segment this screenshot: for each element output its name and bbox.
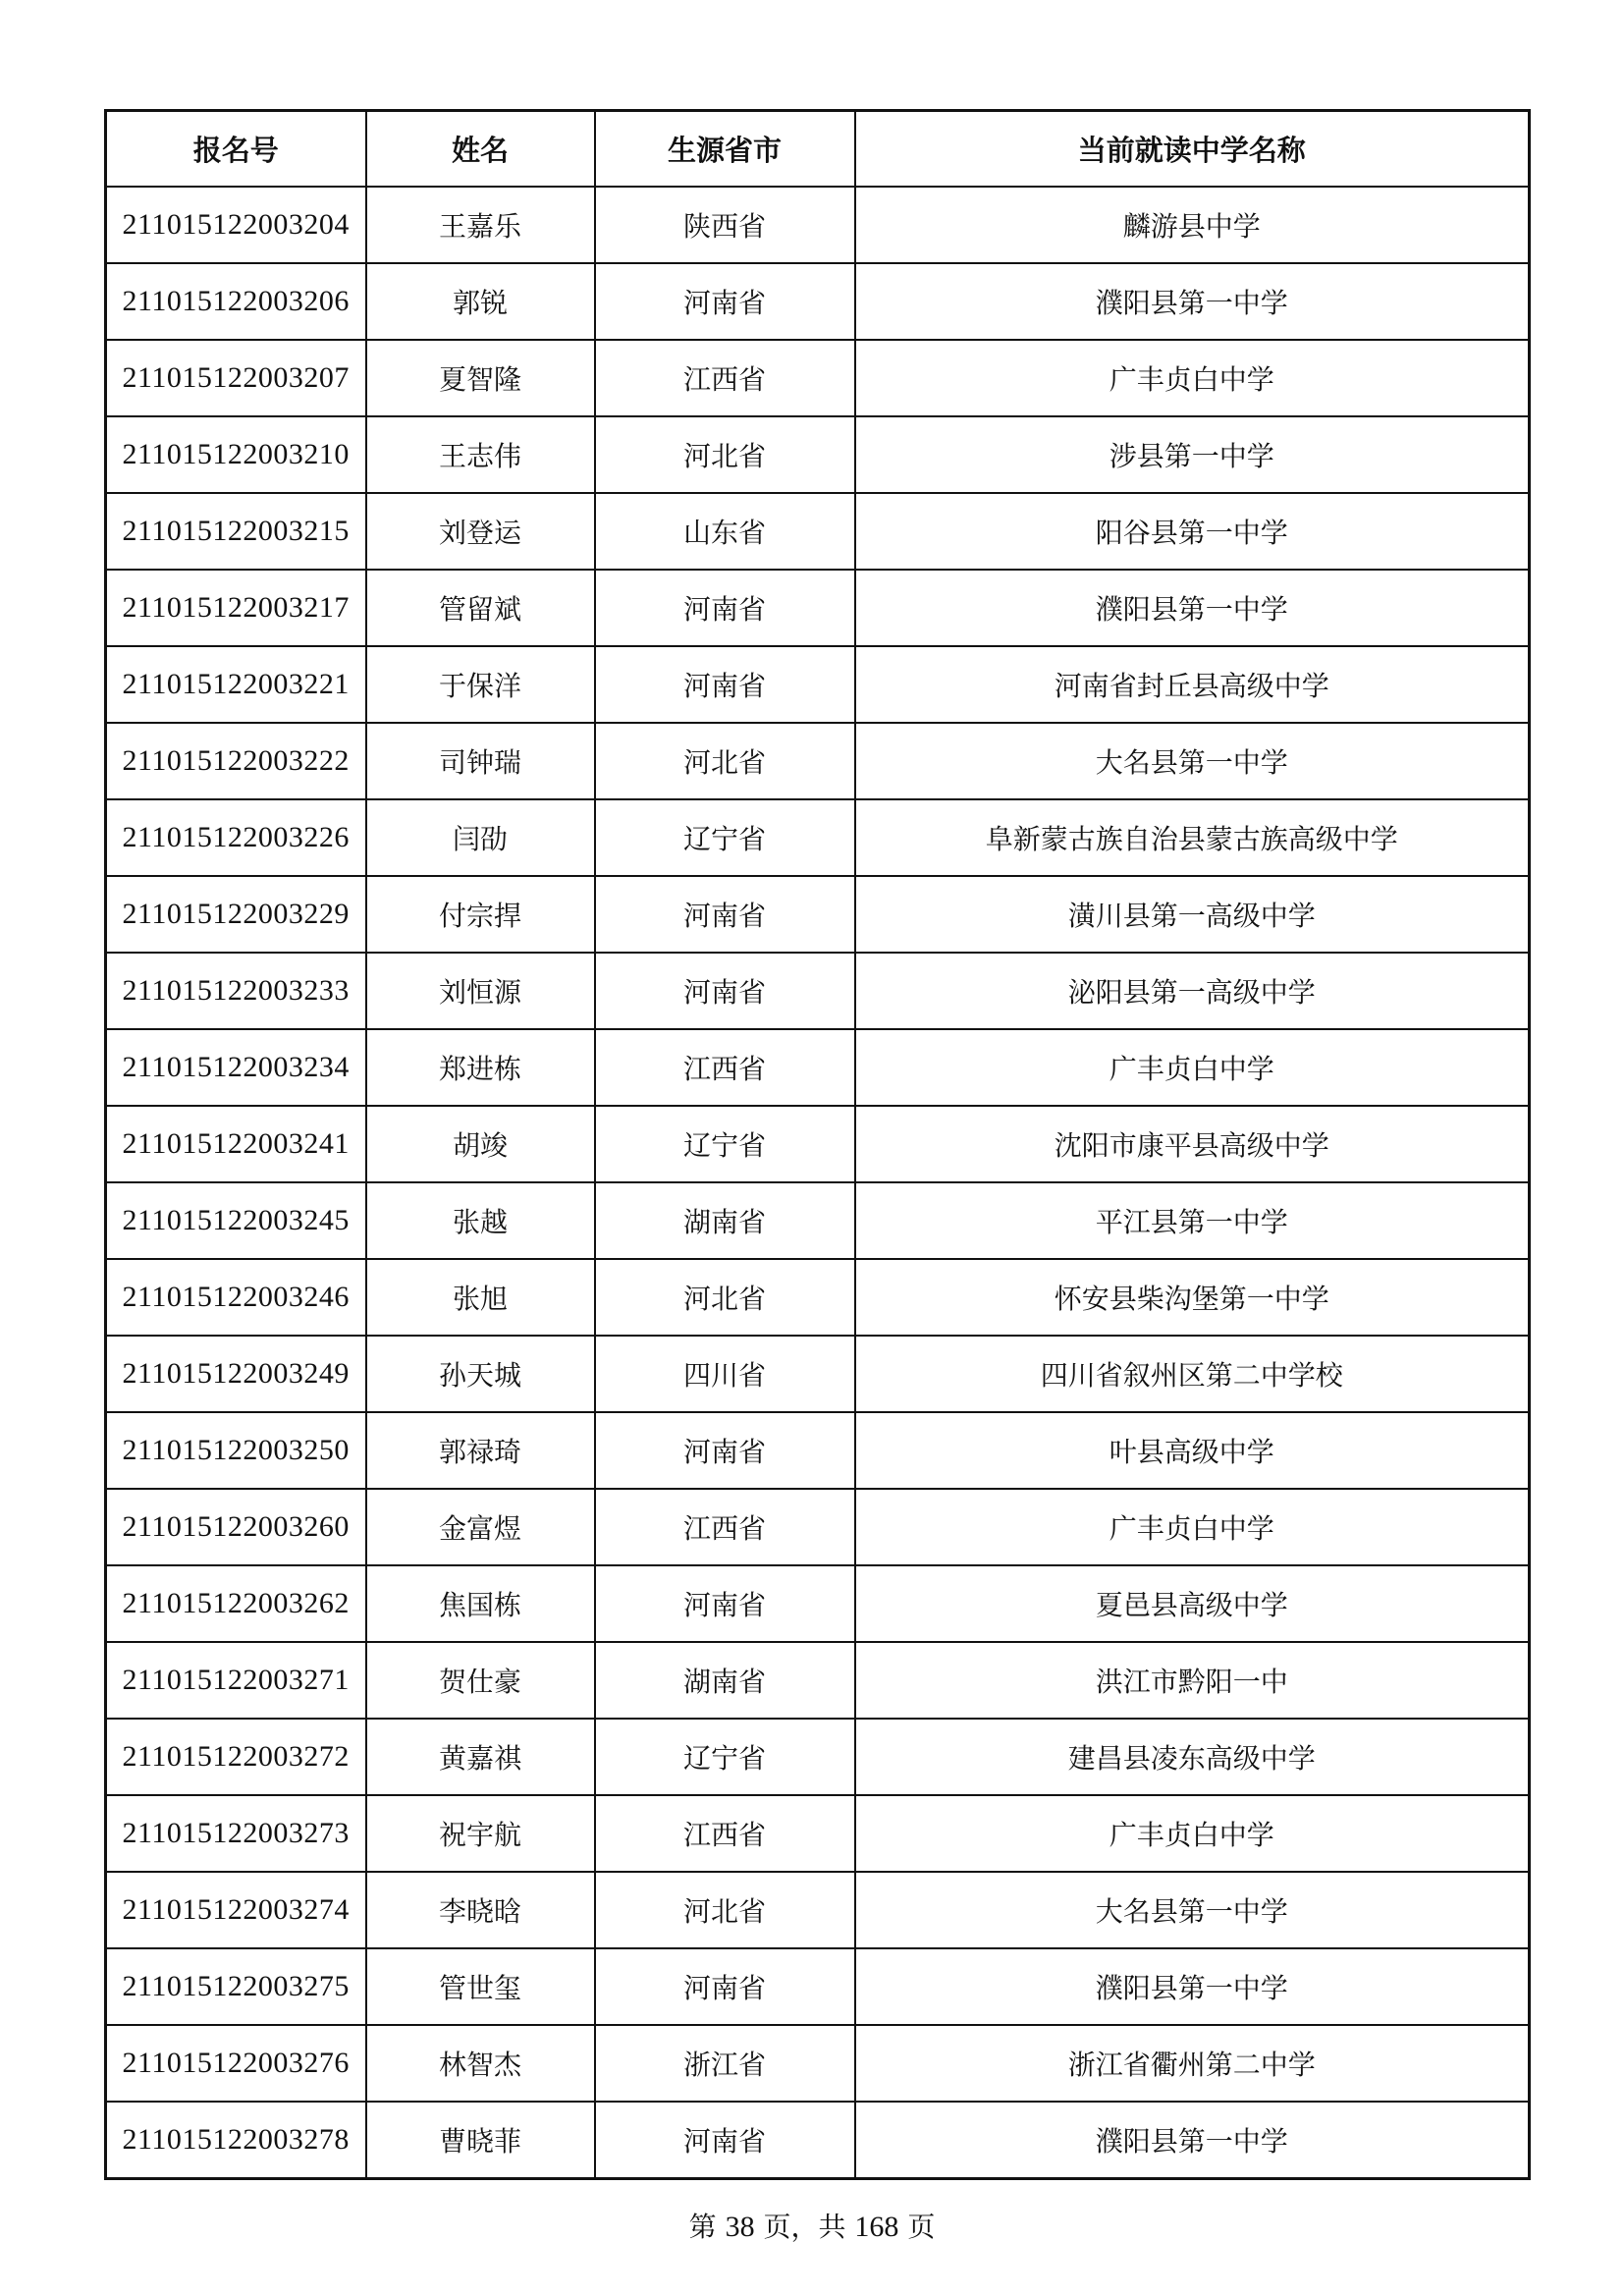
cell-registration-number: 211015122003221: [106, 646, 366, 723]
cell-name: 胡竣: [366, 1106, 595, 1182]
cell-name: 刘恒源: [366, 953, 595, 1029]
cell-name: 曹晓菲: [366, 2102, 595, 2179]
cell-school: 广丰贞白中学: [855, 1489, 1530, 1565]
cell-name: 夏智隆: [366, 340, 595, 416]
cell-name: 张越: [366, 1182, 595, 1259]
cell-province: 河南省: [595, 1412, 855, 1489]
cell-registration-number: 211015122003246: [106, 1259, 366, 1336]
cell-province: 江西省: [595, 1795, 855, 1872]
cell-registration-number: 211015122003275: [106, 1948, 366, 2025]
cell-school: 怀安县柴沟堡第一中学: [855, 1259, 1530, 1336]
cell-school: 广丰贞白中学: [855, 1029, 1530, 1106]
cell-name: 李晓晗: [366, 1872, 595, 1948]
cell-name: 管留斌: [366, 570, 595, 646]
cell-school: 四川省叙州区第二中学校: [855, 1336, 1530, 1412]
cell-province: 河南省: [595, 876, 855, 953]
cell-registration-number: 211015122003249: [106, 1336, 366, 1412]
cell-registration-number: 211015122003217: [106, 570, 366, 646]
cell-registration-number: 211015122003250: [106, 1412, 366, 1489]
cell-province: 山东省: [595, 493, 855, 570]
footer-suffix: 页: [907, 2211, 936, 2243]
cell-province: 湖南省: [595, 1182, 855, 1259]
cell-school: 平江县第一中学: [855, 1182, 1530, 1259]
cell-school: 浙江省衢州第二中学: [855, 2025, 1530, 2102]
cell-province: 河北省: [595, 416, 855, 493]
table-body: [106, 187, 1530, 2179]
cell-school: 河南省封丘县高级中学: [855, 646, 1530, 723]
cell-province: 湖南省: [595, 1642, 855, 1719]
table-row: [106, 1029, 1530, 1106]
cell-registration-number: 211015122003260: [106, 1489, 366, 1565]
cell-school: 濮阳县第一中学: [855, 1948, 1530, 2025]
table-row: [106, 1182, 1530, 1259]
cell-name: 祝宇航: [366, 1795, 595, 1872]
cell-province: 河北省: [595, 1259, 855, 1336]
cell-registration-number: 211015122003262: [106, 1565, 366, 1642]
cell-school: 潢川县第一高级中学: [855, 876, 1530, 953]
table-row: [106, 2025, 1530, 2102]
header-registration-number: 报名号: [106, 111, 366, 188]
cell-registration-number: 211015122003204: [106, 187, 366, 263]
cell-name: 郭锐: [366, 263, 595, 340]
cell-school: 濮阳县第一中学: [855, 570, 1530, 646]
cell-province: 河南省: [595, 1565, 855, 1642]
cell-school: 阳谷县第一中学: [855, 493, 1530, 570]
cell-name: 张旭: [366, 1259, 595, 1336]
cell-name: 闫劭: [366, 799, 595, 876]
cell-school: 泌阳县第一高级中学: [855, 953, 1530, 1029]
table-row: [106, 1412, 1530, 1489]
admission-list-table: [104, 109, 1531, 2180]
cell-registration-number: 211015122003210: [106, 416, 366, 493]
table-row: [106, 1106, 1530, 1182]
cell-registration-number: 211015122003226: [106, 799, 366, 876]
cell-name: 司钟瑞: [366, 723, 595, 799]
table-row: [106, 1489, 1530, 1565]
cell-province: 河南省: [595, 2102, 855, 2179]
table-row: [106, 570, 1530, 646]
cell-school: 广丰贞白中学: [855, 340, 1530, 416]
cell-registration-number: 211015122003271: [106, 1642, 366, 1719]
cell-registration-number: 211015122003222: [106, 723, 366, 799]
table-row: [106, 340, 1530, 416]
table-row: [106, 416, 1530, 493]
cell-school: 夏邑县高级中学: [855, 1565, 1530, 1642]
cell-school: 濮阳县第一中学: [855, 2102, 1530, 2179]
cell-name: 王志伟: [366, 416, 595, 493]
cell-province: 河北省: [595, 1872, 855, 1948]
cell-registration-number: 211015122003241: [106, 1106, 366, 1182]
cell-province: 辽宁省: [595, 1106, 855, 1182]
cell-registration-number: 211015122003276: [106, 2025, 366, 2102]
cell-name: 郑进栋: [366, 1029, 595, 1106]
cell-registration-number: 211015122003278: [106, 2102, 366, 2179]
cell-registration-number: 211015122003215: [106, 493, 366, 570]
cell-province: 浙江省: [595, 2025, 855, 2102]
table-row: [106, 1948, 1530, 2025]
cell-registration-number: 211015122003245: [106, 1182, 366, 1259]
table-row: [106, 1259, 1530, 1336]
cell-name: 王嘉乐: [366, 187, 595, 263]
cell-school: 叶县高级中学: [855, 1412, 1530, 1489]
cell-school: 广丰贞白中学: [855, 1795, 1530, 1872]
cell-name: 刘登运: [366, 493, 595, 570]
table-row: [106, 263, 1530, 340]
cell-registration-number: 211015122003206: [106, 263, 366, 340]
header-school: 当前就读中学名称: [855, 111, 1530, 188]
cell-name: 黄嘉祺: [366, 1719, 595, 1795]
cell-province: 江西省: [595, 1489, 855, 1565]
cell-province: 陕西省: [595, 187, 855, 263]
cell-name: 孙天城: [366, 1336, 595, 1412]
cell-registration-number: 211015122003273: [106, 1795, 366, 1872]
cell-school: 麟游县中学: [855, 187, 1530, 263]
cell-name: 于保洋: [366, 646, 595, 723]
cell-school: 沈阳市康平县高级中学: [855, 1106, 1530, 1182]
cell-name: 付宗捍: [366, 876, 595, 953]
table-row: [106, 1336, 1530, 1412]
page-footer: [0, 2206, 1624, 2245]
header-province: 生源省市: [595, 111, 855, 188]
table-row: [106, 723, 1530, 799]
cell-province: 辽宁省: [595, 799, 855, 876]
table-row: [106, 1642, 1530, 1719]
table-row: [106, 1872, 1530, 1948]
cell-school: 阜新蒙古族自治县蒙古族高级中学: [855, 799, 1530, 876]
footer-middle: 页，共: [763, 2211, 846, 2243]
cell-name: 管世玺: [366, 1948, 595, 2025]
cell-registration-number: 211015122003234: [106, 1029, 366, 1106]
cell-province: 河南省: [595, 570, 855, 646]
cell-province: 河北省: [595, 723, 855, 799]
cell-registration-number: 211015122003274: [106, 1872, 366, 1948]
cell-province: 江西省: [595, 1029, 855, 1106]
cell-name: 贺仕豪: [366, 1642, 595, 1719]
cell-school: 大名县第一中学: [855, 723, 1530, 799]
cell-school: 洪江市黔阳一中: [855, 1642, 1530, 1719]
cell-name: 郭禄琦: [366, 1412, 595, 1489]
table-row: [106, 1795, 1530, 1872]
cell-school: 涉县第一中学: [855, 416, 1530, 493]
footer-total-pages: 168: [854, 2211, 899, 2243]
cell-province: 四川省: [595, 1336, 855, 1412]
table-row: [106, 646, 1530, 723]
cell-registration-number: 211015122003272: [106, 1719, 366, 1795]
cell-province: 江西省: [595, 340, 855, 416]
table-row: [106, 187, 1530, 263]
table-row: [106, 1719, 1530, 1795]
cell-registration-number: 211015122003207: [106, 340, 366, 416]
cell-province: 河南省: [595, 1948, 855, 2025]
cell-school: 濮阳县第一中学: [855, 263, 1530, 340]
footer-page-number: 38: [725, 2211, 755, 2243]
footer-prefix: 第: [688, 2211, 717, 2243]
cell-registration-number: 211015122003229: [106, 876, 366, 953]
table-row: [106, 876, 1530, 953]
table-row: [106, 799, 1530, 876]
table-header-row: [106, 111, 1530, 188]
cell-province: 辽宁省: [595, 1719, 855, 1795]
cell-province: 河南省: [595, 953, 855, 1029]
cell-name: 林智杰: [366, 2025, 595, 2102]
cell-registration-number: 211015122003233: [106, 953, 366, 1029]
cell-province: 河南省: [595, 646, 855, 723]
cell-province: 河南省: [595, 263, 855, 340]
header-name: 姓名: [366, 111, 595, 188]
cell-school: 建昌县凌东高级中学: [855, 1719, 1530, 1795]
table-row: [106, 493, 1530, 570]
cell-school: 大名县第一中学: [855, 1872, 1530, 1948]
cell-name: 焦国栋: [366, 1565, 595, 1642]
table-row: [106, 1565, 1530, 1642]
table-row: [106, 2102, 1530, 2179]
cell-name: 金富煜: [366, 1489, 595, 1565]
table-row: [106, 953, 1530, 1029]
